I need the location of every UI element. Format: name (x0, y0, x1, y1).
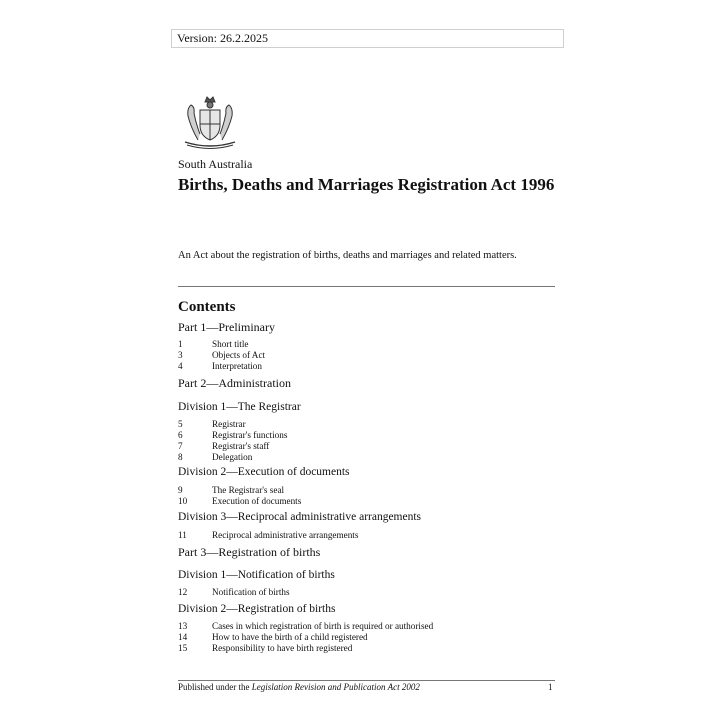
toc-section-title: Reciprocal administrative arrangements (212, 530, 359, 540)
footer-prefix: Published under the (178, 682, 250, 692)
jurisdiction: South Australia (178, 157, 253, 171)
toc-section-number: 3 (178, 350, 183, 360)
long-title: An Act about the registration of births, deaths and marriages and related matters. (178, 250, 517, 261)
toc-section-title: Interpretation (212, 361, 262, 371)
toc-part[interactable]: Part 1—Preliminary (178, 320, 275, 334)
contents-divider (178, 286, 555, 287)
toc-section-title: Short title (212, 339, 249, 349)
toc-section-number: 11 (178, 530, 187, 540)
footer-act-name: Legislation Revision and Publication Act 2002 (251, 682, 420, 692)
toc-section-title: Execution of documents (212, 496, 302, 506)
footer-publication-note (178, 682, 420, 692)
coat-of-arms-icon (181, 94, 239, 150)
toc-section-number: 5 (178, 419, 183, 429)
toc-section-number: 15 (178, 643, 188, 653)
version-box (171, 29, 564, 48)
toc-section-title: How to have the birth of a child registered (212, 632, 368, 642)
contents-heading: Contents (178, 299, 236, 315)
toc-section-number: 4 (178, 361, 183, 371)
toc-division[interactable]: Division 1—The Registrar (178, 401, 301, 413)
act-title: Births, Deaths and Marriages Registration Act 1996 (178, 175, 555, 194)
toc-section-number: 8 (178, 452, 183, 462)
toc-section-title: Registrar (212, 419, 246, 429)
toc-section-number: 7 (178, 441, 183, 451)
toc-section-number: 9 (178, 485, 183, 495)
toc-section-number: 1 (178, 339, 183, 349)
toc-section-number: 6 (178, 430, 183, 440)
toc-section-number: 13 (178, 621, 188, 631)
toc-section-title: Delegation (212, 452, 253, 462)
toc-section-title: Responsibility to have birth registered (212, 643, 353, 653)
toc-division[interactable]: Division 3—Reciprocal administrative arrangements (178, 511, 422, 523)
toc-division[interactable]: Division 1—Notification of births (178, 569, 335, 581)
footer-divider (178, 680, 555, 681)
toc-section-number: 10 (178, 496, 188, 506)
toc-section-title: Cases in which registration of birth is required or authorised (212, 621, 434, 631)
toc-section-title: Registrar's functions (212, 430, 288, 440)
toc-section-title: The Registrar's seal (212, 485, 285, 495)
toc-section-number: 14 (178, 632, 188, 642)
toc-section-title: Notification of births (212, 587, 290, 597)
toc-section-title: Registrar's staff (212, 441, 270, 451)
toc-division[interactable]: Division 2—Registration of births (178, 603, 336, 615)
toc-section-number: 12 (178, 587, 188, 597)
toc-section-title: Objects of Act (212, 350, 266, 360)
toc-division[interactable]: Division 2—Execution of documents (178, 466, 350, 478)
toc-part[interactable]: Part 2—Administration (178, 376, 291, 390)
toc-part[interactable]: Part 3—Registration of births (178, 545, 321, 559)
page-number: 1 (548, 682, 553, 692)
version-text: Version: 26.2.2025 (177, 31, 268, 45)
